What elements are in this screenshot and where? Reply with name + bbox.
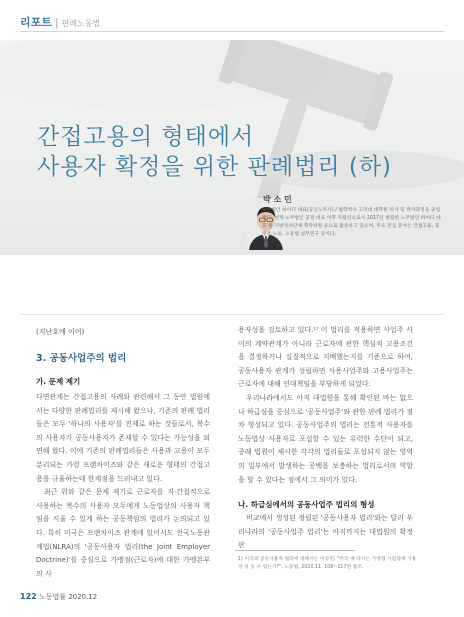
section-title: 3. 공동사업주의 법리 — [36, 353, 127, 364]
right-paragraph-2: 우리나라에서도 아직 대법원을 통해 확인된 바는 없으나 하급심을 중심으로 '공동사업주'와 관한 판례 법리가 점차 형성되고 있다. 공동사업주의 법리는 전통적 사용자를 노동법상 사용자로 포섭할 수 있는 유력한 수단이 되고, 종래 법원이 제시한 각각의 법리들로 포섭되지 않는 영역의 일부에서 발생하는 공백을 보충하는 법리로서의 역할을 할 수 있다는 점에서 그 의미가 있다. — [238, 393, 413, 484]
footnote-rule — [235, 550, 355, 551]
left-column — [36, 376, 210, 581]
section-header — [20, 14, 100, 30]
right-paragraph-3: 비교에서 생성된 정립된 '공동사용자 법리'와는 달리 우리나라의 '공동사업주 법리'는 아직까지는 대법원의 확정판 — [238, 514, 413, 550]
author-bio: 노무법인 하이디 대표(공인노무사) / 법학박사 고려대 대학원 석사 및 박사과정을 졸업했다. 현재 노무법인 공정 대표 이후 자립인으로서 2017년 창립한 노무법인 하이디 대표 및 지방자치단체 촉탁위원 등으로 활동하고 있으며, 주요 관심 분야는 간접고용, 플랫폼 노동, 노동법 실무연구 등이다. — [262, 208, 441, 237]
intro-note: (지난호에 이어) — [36, 328, 85, 336]
header-separator: | — [54, 16, 59, 29]
left-paragraph-1: 다면관계는 간접고용의 사례와 관련해서 그 동안 법원에서는 다양한 판례법리를 제시해 왔으나, 기존의 판례 법리들은 모두 '하나의 사용자'를 전제로 하는 것들로서, 복수의 사용자가 공동사용자가 존재할 수 있다는 가능성을 외면해 왔다. 이에 기존의 판례법리들은 사용과 고용이 모두 분리되는 가령 프랜차이즈와 같은 새로운 형태의 간접고용을 규율하는데 한계점을 드러내고 있다. — [36, 393, 210, 483]
magazine-name: 노동법률 2020.12 — [38, 593, 98, 601]
subsection-title-ga: 가. 문제 제기 — [36, 377, 81, 386]
footnote: 1) 미국의 공동사용자 법리에 대해서는 이승민, "미국 예 다시는 가맹점 사업점에 사용자 성 등 수 있는가?", 노동법, 2020.11. 108~117면 참조. — [238, 557, 417, 570]
author-name: 박 소 민 — [263, 195, 292, 204]
section-label: 리포트 — [20, 16, 52, 29]
article-title-line2: 사용자 확정을 위한 판례법리 (하) — [37, 154, 393, 180]
right-paragraph-1: 용자성을 검토하고 있다.¹⁾ 이 법리를 적용하면 사업주 사이의 계약관계가 아니라 근로자에 관한 핵심적 고용조건을 결정하거나 실질적으로 지배했는지를 기준으로 하여, 공동사용자 관계가 성립하면 사용사업주와 고용사업주는 근로자에 대해 연대책임을 부담하게 되었다. — [238, 326, 413, 389]
header-rule — [20, 31, 444, 32]
content-divider — [20, 314, 444, 315]
category-label: 판례노동법 — [61, 19, 101, 28]
page-footer — [20, 592, 97, 602]
page-number: 122 — [20, 592, 37, 601]
subsection-title-na: 나. 하급심에서의 공동사업주 법리의 형성 — [238, 500, 375, 510]
right-column — [238, 324, 413, 553]
left-paragraph-2: 최근 위와 같은 문제 제기로 근로자를 직·간접적으로 사용하는 복수의 사용자 모두에게 노동법상의 사용자 책임을 지울 수 있게 하는 공동책임의 법리가 논의되고 있다. 특히 미국은 프랜차이즈 관계에 있어서도 전국노동관계법(NLRA)의 '공동사용자 법리(the Joint Employer Doctrine)'를 중심으로 가맹점(근로자)에 대한 가맹본부의 사 — [36, 488, 210, 578]
article-title-line1: 간접고용의 형태에서 — [37, 124, 255, 150]
